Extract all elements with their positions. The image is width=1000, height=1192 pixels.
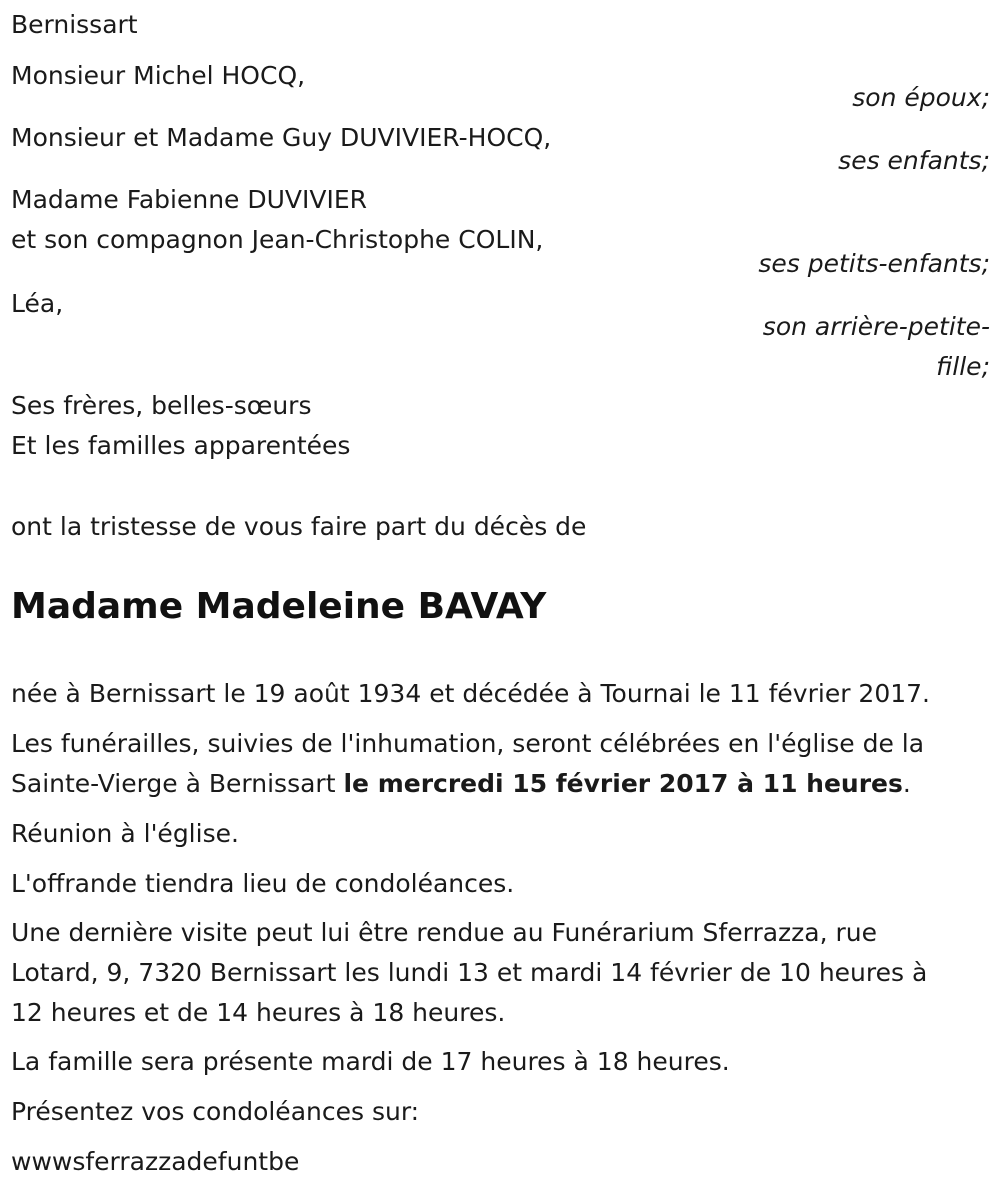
condolences-website: wwwsferrazzadefuntbe	[11, 1147, 300, 1176]
funeral-date: le mercredi 15 février 2017 à 11 heures	[343, 769, 903, 798]
condolences-label: Présentez vos condoléances sur:	[11, 1097, 420, 1126]
family-presence-text: La famille sera présente mardi de 17 heures à 18 heures.	[11, 1047, 730, 1076]
funeral-line-1: Les funérailles, suivies de l'inhumation, seront célébrées en l'église de la	[11, 729, 925, 758]
role-grandchildren: ses petits-enfants;	[758, 249, 990, 278]
family-member-children: Monsieur et Madame Guy DUVIVIER-HOCQ,	[11, 123, 552, 152]
extended-family-line1: Ses frères, belles-sœurs	[11, 391, 312, 420]
family-member-spouse: Monsieur Michel HOCQ,	[11, 61, 306, 90]
family-member-great-grandchild: Léa,	[11, 289, 64, 318]
funeral-line-2	[11, 764, 911, 804]
funeral-period: .	[902, 769, 911, 798]
visit-line-3: 12 heures et de 14 heures à 18 heures.	[11, 998, 506, 1027]
funeral-location: Sainte-Vierge à Bernissart	[11, 769, 344, 798]
offering-text: L'offrande tiendra lieu de condoléances.	[11, 869, 515, 898]
deceased-name: Madame Madeleine BAVAY	[11, 586, 547, 627]
extended-family-line2: Et les familles apparentées	[11, 431, 351, 460]
announcement-text: ont la tristesse de vous faire part du décès de	[11, 512, 587, 541]
role-children: ses enfants;	[838, 146, 990, 175]
visit-line-2: Lotard, 9, 7320 Bernissart les lundi 13 et mardi 14 février de 10 heures à	[11, 958, 928, 987]
birth-death-text: née à Bernissart le 19 août 1934 et décédée à Tournai le 11 février 2017.	[11, 679, 931, 708]
visit-line-1: Une dernière visite peut lui être rendue au Funérarium Sferrazza, rue	[11, 918, 878, 947]
family-member-grandchild-companion: et son compagnon Jean-Christophe COLIN,	[11, 225, 544, 254]
role-spouse: son époux;	[852, 83, 990, 112]
role-great-grandchild-line1: son arrière-petite-	[762, 312, 990, 341]
reunion-text: Réunion à l'église.	[11, 819, 239, 848]
family-member-grandchild: Madame Fabienne DUVIVIER	[11, 185, 368, 214]
role-great-grandchild-line2: fille;	[936, 352, 990, 381]
location-text: Bernissart	[11, 10, 138, 39]
